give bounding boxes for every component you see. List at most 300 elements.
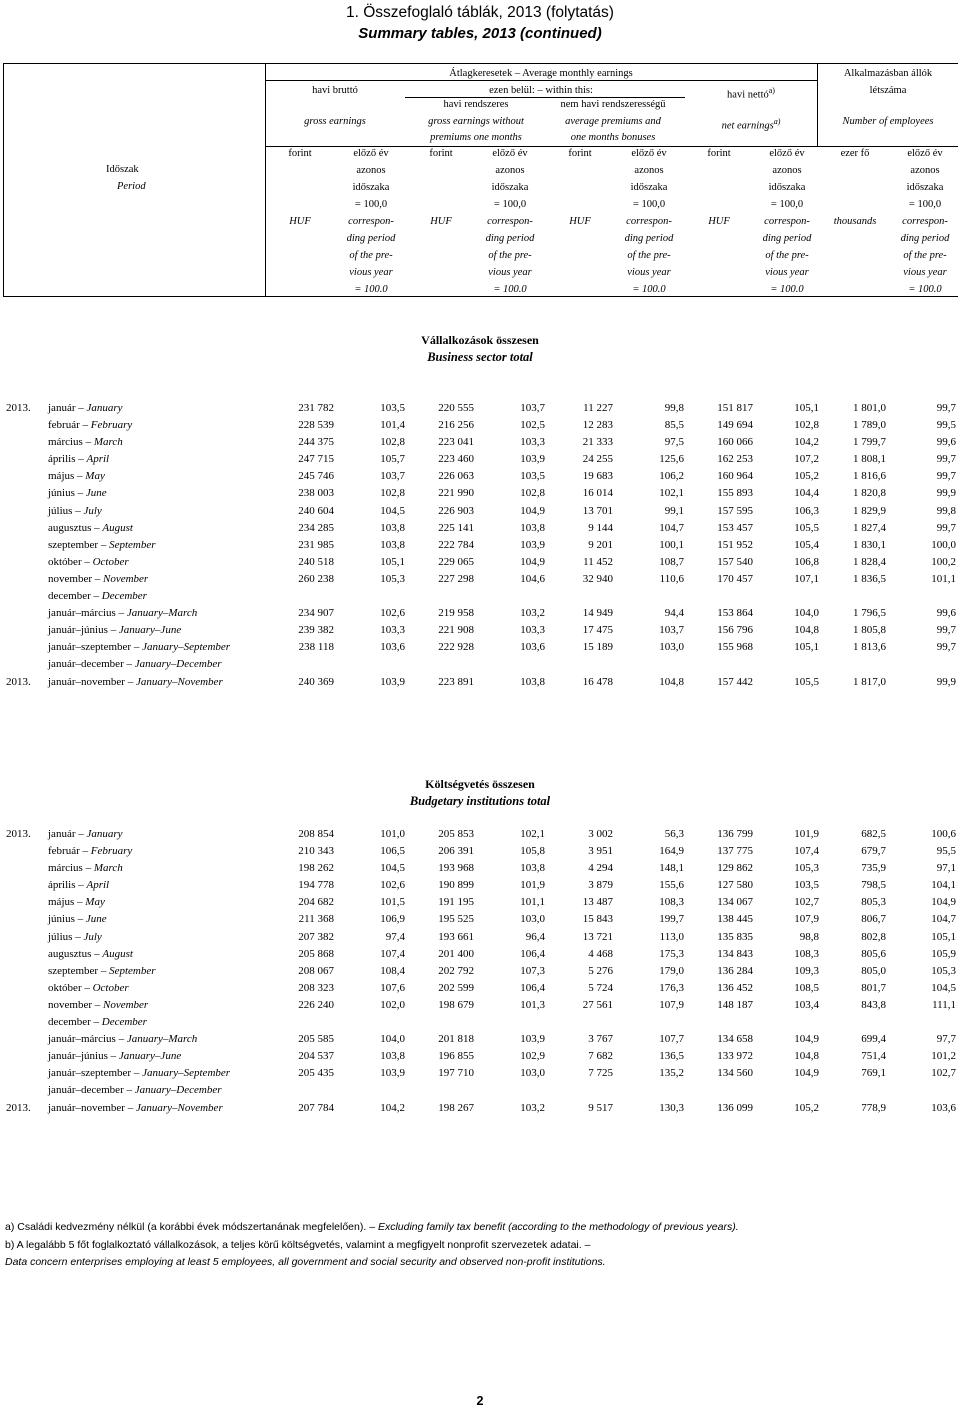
cell-value: 99,6 — [936, 436, 956, 449]
row-label-en: November — [102, 572, 149, 585]
row-label-hu: május — [48, 896, 75, 909]
cell-value: 95,5 — [936, 845, 956, 858]
cell-value: 1 816,6 — [853, 470, 886, 483]
cell-value: 9 517 — [588, 1101, 613, 1114]
footnote-b-en — [5, 1254, 955, 1272]
cell-value: 104,0 — [380, 1033, 405, 1046]
row-label — [48, 1050, 181, 1062]
header-avg-rule — [265, 80, 817, 81]
cell-value: 109,3 — [794, 964, 819, 977]
cell-value: 1 820,8 — [853, 487, 886, 500]
prev-en-0: correspon- — [902, 216, 948, 227]
row-label-hu: március — [48, 862, 83, 875]
cell-value: 14 949 — [582, 607, 613, 620]
cell-value: 160 066 — [717, 436, 753, 449]
row-label-separator: – — [74, 913, 86, 926]
cell-value: 682,5 — [861, 828, 886, 840]
cell-value: 157 540 — [717, 555, 753, 568]
row-label-separator: – — [115, 1033, 127, 1046]
cell-value: 107,4 — [794, 845, 819, 858]
cell-value: 107,2 — [794, 453, 819, 466]
cell-value: 100,1 — [659, 538, 684, 551]
row-label-en: December — [101, 1016, 147, 1029]
cell-value: 751,4 — [861, 1050, 886, 1063]
cell-value: 101,2 — [931, 1050, 956, 1063]
cell-value: 103,7 — [520, 402, 545, 414]
prev-hu-1: azonos — [356, 165, 386, 176]
cell-value: 102,5 — [520, 419, 545, 432]
row-label-hu: február — [48, 845, 80, 858]
row-label — [48, 913, 107, 925]
cell-value: 103,7 — [380, 470, 405, 483]
cell-value: 155 968 — [717, 641, 753, 654]
row-label-separator: – — [75, 879, 87, 892]
cell-value: 221 990 — [438, 487, 474, 500]
row-label — [48, 828, 123, 840]
net-hu-label — [727, 84, 775, 102]
footnote-b-hu: b) A legalább 5 főt foglalkoztató vállalkozások, a teljes körű költségvetés, valamint a megfigyelt nonprofit szervezetek adatai. – — [5, 1238, 591, 1251]
row-label — [48, 862, 123, 874]
row-label-en: January–September — [142, 1067, 231, 1080]
unit-forint-4: forint — [707, 148, 731, 159]
row-label-separator: – — [91, 521, 103, 534]
table-row — [0, 1100, 960, 1117]
cell-value: 104,5 — [931, 981, 956, 994]
cell-value: 104,4 — [794, 487, 819, 500]
cell-value: 136 099 — [717, 1101, 753, 1114]
cell-value: 129 862 — [717, 862, 753, 875]
prev-en-1: ding period — [485, 233, 535, 244]
row-label-hu: április — [48, 453, 76, 466]
prev-en-3: vious year — [349, 267, 393, 278]
cell-value: 3 879 — [588, 879, 613, 892]
cell-value: 1 829,9 — [853, 504, 886, 517]
section-title-hu: Vállalkozások összesen — [421, 333, 539, 347]
footnote-a-en: Excluding family tax benefit (according to the methodology of previous years). — [377, 1221, 739, 1233]
cell-value: 103,4 — [794, 998, 819, 1011]
prev-hu-3: = 100,0 — [354, 199, 388, 210]
row-label-en: January–December — [134, 1084, 222, 1097]
unit-huf-3: HUF — [569, 216, 591, 227]
prev-en-3: vious year — [765, 267, 809, 278]
cell-value: 156 796 — [717, 624, 753, 637]
row-label — [48, 402, 123, 414]
section-title-en: Business sector total — [427, 350, 533, 364]
cell-value: 226 903 — [438, 504, 474, 517]
prev-hu-1: azonos — [495, 165, 525, 176]
table-row — [0, 894, 960, 911]
row-label-hu: július — [48, 504, 73, 517]
cell-value: 107,7 — [659, 1033, 684, 1046]
cell-value: 13 487 — [582, 896, 613, 909]
cell-value: 102,8 — [520, 487, 545, 500]
row-label-en: November — [102, 998, 149, 1011]
cell-value: 103,5 — [380, 402, 405, 414]
row-label-hu: január–november — [48, 1101, 125, 1114]
cell-value: 103,2 — [520, 1101, 545, 1114]
cell-value: 155 893 — [717, 487, 753, 500]
row-label-en: January–September — [142, 641, 231, 654]
unit-forint-3: forint — [568, 148, 592, 159]
cell-value: 101,1 — [520, 896, 545, 909]
cell-value: 5 276 — [588, 964, 613, 977]
cell-value: 107,4 — [380, 947, 405, 960]
cell-value: 806,7 — [861, 913, 886, 926]
cell-value: 99,8 — [664, 402, 684, 414]
footnotes — [5, 1219, 955, 1272]
prev-hu-0: előző év — [631, 148, 667, 159]
prev-en-4: = 100.0 — [354, 284, 388, 295]
table-row — [0, 860, 960, 877]
prev-en-4: = 100.0 — [632, 284, 666, 295]
cell-value: 105,8 — [520, 845, 545, 858]
irregular-en-label-1: average premiums and — [565, 116, 661, 127]
cell-value: 4 294 — [588, 862, 613, 875]
cell-value: 151 817 — [717, 402, 753, 414]
cell-value: 1 830,1 — [853, 538, 886, 551]
cell-value: 97,4 — [385, 930, 405, 943]
cell-value: 137 775 — [717, 845, 753, 858]
cell-value: 105,7 — [380, 453, 405, 466]
row-label-hu: február — [48, 419, 80, 432]
cell-value: 97,5 — [664, 436, 684, 449]
cell-value: 1 827,4 — [853, 521, 886, 534]
cell-value: 101,9 — [520, 879, 545, 892]
cell-value: 103,9 — [380, 1067, 405, 1080]
cell-value: 234 285 — [298, 521, 334, 534]
cell-value: 99,7 — [936, 624, 956, 637]
cell-value: 193 661 — [438, 930, 474, 943]
cell-value: 193 968 — [438, 862, 474, 875]
cell-value: 3 767 — [588, 1033, 613, 1046]
cell-value: 207 382 — [298, 930, 334, 943]
cell-value: 798,5 — [861, 879, 886, 892]
table-row — [0, 400, 960, 417]
cell-value: 104,5 — [380, 862, 405, 875]
cell-value: 125,6 — [659, 453, 684, 466]
cell-value: 99,7 — [936, 641, 956, 654]
row-label-separator: – — [90, 590, 102, 603]
row-label-separator: – — [123, 1084, 135, 1097]
prev-hu-2: időszaka — [630, 182, 668, 193]
cell-value: 222 928 — [438, 641, 474, 654]
cell-value: 11 227 — [583, 402, 613, 414]
cell-value: 101,3 — [520, 998, 545, 1011]
prev-hu-0: előző év — [769, 148, 805, 159]
prev-en-4: = 100.0 — [908, 284, 942, 295]
cell-value: 231 985 — [298, 538, 334, 551]
cell-value: 1 799,7 — [853, 436, 886, 449]
footnote-a-hu: a) Családi kedvezmény nélkül (a korábbi évek módszertanának megfelelően). – — [5, 1221, 376, 1233]
prev-en-1: ding period — [762, 233, 812, 244]
cell-value: 104,7 — [931, 913, 956, 926]
employees-hu-label-2: létszáma — [869, 85, 907, 96]
cell-value: 107,3 — [520, 964, 545, 977]
cell-value: 3 951 — [588, 845, 613, 858]
cell-value: 843,8 — [861, 998, 886, 1011]
prev-en-3: vious year — [488, 267, 532, 278]
cell-value: 175,3 — [659, 947, 684, 960]
regular-en-label-2: premiums one months — [430, 132, 522, 143]
cell-value: 17 475 — [582, 624, 613, 637]
cell-value: 24 255 — [582, 453, 613, 466]
table-row — [0, 605, 960, 622]
row-label-hu: január–december — [48, 1084, 124, 1097]
row-label-separator: – — [81, 555, 93, 568]
cell-value: 102,1 — [659, 487, 684, 500]
cell-value: 234 907 — [298, 607, 334, 620]
cell-value: 240 369 — [298, 675, 334, 688]
prev-hu-1: azonos — [910, 165, 940, 176]
prev-en-0: correspon- — [348, 216, 394, 227]
row-label-hu: december — [48, 1016, 91, 1029]
net-en-label — [722, 115, 781, 133]
row-label — [48, 1016, 147, 1028]
prev-hu-0: előző év — [907, 148, 943, 159]
row-label-separator: – — [72, 504, 84, 517]
row-label — [48, 982, 129, 994]
header-bottom-rule — [3, 296, 958, 297]
table-row — [0, 929, 960, 946]
cell-value: 103,6 — [931, 1101, 956, 1114]
table-row — [0, 520, 960, 537]
cell-value: 801,7 — [861, 981, 886, 994]
row-label-hu: március — [48, 436, 83, 449]
employees-en-label: Number of employees — [842, 116, 934, 127]
row-label-separator: – — [91, 998, 103, 1011]
cell-value: 103,9 — [520, 538, 545, 551]
table-row — [0, 1048, 960, 1065]
cell-value: 106,2 — [659, 470, 684, 483]
row-label-hu: november — [48, 572, 92, 585]
cell-value: 103,9 — [520, 1033, 545, 1046]
cell-value: 3 002 — [588, 828, 613, 840]
row-label-en: March — [93, 862, 123, 875]
prev-en-1: ding period — [900, 233, 950, 244]
cell-value: 735,9 — [861, 862, 886, 875]
table-row — [0, 877, 960, 894]
cell-value: 102,8 — [380, 436, 405, 449]
cell-value: 104,2 — [794, 436, 819, 449]
row-label — [48, 896, 105, 908]
unit-thousands: thousands — [833, 216, 877, 227]
row-label-hu: január–december — [48, 658, 124, 671]
cell-value: 106,4 — [520, 947, 545, 960]
row-label — [48, 522, 133, 534]
cell-value: 101,4 — [380, 419, 405, 432]
cell-value: 103,8 — [520, 521, 545, 534]
gross-hu-label: havi bruttó — [312, 85, 358, 96]
cell-value: 102,6 — [380, 607, 405, 620]
employees-hu-label-1: Alkalmazásban állók — [843, 68, 933, 79]
row-label — [48, 948, 133, 960]
header-left-rule — [3, 63, 4, 297]
cell-value: 108,3 — [794, 947, 819, 960]
cell-value: 107,9 — [794, 913, 819, 926]
table-row — [0, 911, 960, 928]
cell-value: 103,6 — [520, 641, 545, 654]
prev-en-2: of the pre- — [349, 250, 393, 261]
prev-hu-0: előző év — [492, 148, 528, 159]
table-row — [0, 674, 960, 691]
cell-value: 176,3 — [659, 981, 684, 994]
row-label-hu: szeptember — [48, 964, 99, 977]
cell-value: 127 580 — [717, 879, 753, 892]
prev-hu-1: azonos — [772, 165, 802, 176]
row-label — [48, 419, 132, 431]
cell-value: 103,6 — [380, 641, 405, 654]
row-label-en: April — [86, 453, 110, 466]
row-year: 2013. — [6, 1101, 31, 1114]
cell-value: 102,9 — [520, 1050, 545, 1063]
cell-value: 111,1 — [932, 998, 956, 1011]
cell-value: 106,5 — [380, 845, 405, 858]
cell-value: 170 457 — [717, 572, 753, 585]
cell-value: 221 908 — [438, 624, 474, 637]
prev-hu-2: időszaka — [352, 182, 390, 193]
cell-value: 15 843 — [582, 913, 613, 926]
row-label-hu: augusztus — [48, 947, 92, 960]
row-label-hu: április — [48, 879, 76, 892]
row-label-separator: – — [72, 930, 84, 943]
table-row — [0, 451, 960, 468]
row-label-hu: január–november — [48, 675, 125, 688]
cell-value: 1 828,4 — [853, 555, 886, 568]
row-label-en: June — [85, 487, 107, 500]
cell-value: 99,8 — [936, 504, 956, 517]
cell-value: 201 400 — [438, 947, 474, 960]
cell-value: 99,5 — [936, 419, 956, 432]
cell-value: 222 784 — [438, 538, 474, 551]
cell-value: 12 283 — [582, 419, 613, 432]
row-label — [48, 573, 148, 585]
cell-value: 162 253 — [717, 453, 753, 466]
row-label-separator: – — [75, 828, 87, 840]
row-label-en: May — [85, 470, 105, 483]
cell-value: 134 067 — [717, 896, 753, 909]
row-label-separator: – — [131, 641, 143, 654]
row-label-en: August — [102, 521, 133, 534]
row-label-hu: január — [48, 828, 76, 840]
cell-value: 104,8 — [794, 624, 819, 637]
cell-value: 778,9 — [861, 1101, 886, 1114]
cell-value: 205 853 — [438, 828, 474, 840]
cell-value: 104,9 — [520, 555, 545, 568]
period-hu-label: Időszak — [106, 164, 139, 175]
cell-value: 164,9 — [659, 845, 684, 858]
row-label — [48, 607, 197, 619]
row-label-hu: szeptember — [48, 538, 99, 551]
cell-value: 105,1 — [931, 930, 956, 943]
cell-value: 9 201 — [588, 538, 613, 551]
cell-value: 160 964 — [717, 470, 753, 483]
prev-hu-3: = 100,0 — [632, 199, 666, 210]
row-label — [48, 470, 105, 482]
cell-value: 103,3 — [380, 624, 405, 637]
cell-value: 135,2 — [659, 1067, 684, 1080]
regular-hu-label: havi rendszeres — [443, 99, 509, 110]
avg-earnings-label: Átlagkeresetek – Average monthly earnings — [449, 68, 633, 79]
row-label-hu: július — [48, 930, 73, 943]
table-row — [0, 1065, 960, 1082]
cell-value: 239 382 — [298, 624, 334, 637]
row-label-en: August — [102, 947, 133, 960]
cell-value: 19 683 — [582, 470, 613, 483]
cell-value: 104,8 — [794, 1050, 819, 1063]
row-label-separator: – — [75, 402, 87, 414]
prev-en-2: of the pre- — [488, 250, 532, 261]
cell-value: 206 391 — [438, 845, 474, 858]
cell-value: 7 725 — [588, 1067, 613, 1080]
cell-value: 103,2 — [520, 607, 545, 620]
cell-value: 97,7 — [936, 1033, 956, 1046]
cell-value: 103,8 — [380, 538, 405, 551]
row-label-hu: június — [48, 487, 75, 500]
cell-value: 104,6 — [520, 572, 545, 585]
cell-value: 228 539 — [298, 419, 334, 432]
cell-value: 802,8 — [861, 930, 886, 943]
header-period-rule — [265, 63, 266, 297]
row-label — [48, 999, 148, 1011]
cell-value: 94,4 — [664, 607, 684, 620]
cell-value: 207 784 — [298, 1101, 334, 1114]
cell-value: 1 805,8 — [853, 624, 886, 637]
cell-value: 130,3 — [659, 1101, 684, 1114]
row-label-separator: – — [79, 845, 91, 858]
cell-value: 99,7 — [936, 521, 956, 534]
cell-value: 105,3 — [931, 964, 956, 977]
cell-value: 104,8 — [659, 675, 684, 688]
row-label — [48, 505, 102, 517]
cell-value: 100,0 — [931, 538, 956, 551]
table-row — [0, 417, 960, 434]
cell-value: 220 555 — [438, 402, 474, 414]
cell-value: 32 940 — [582, 572, 613, 585]
cell-value: 226 063 — [438, 470, 474, 483]
table-row — [0, 656, 960, 673]
table-row — [0, 485, 960, 502]
row-label — [48, 879, 109, 891]
cell-value: 134 560 — [717, 1067, 753, 1080]
budgetary-rows — [0, 826, 960, 1117]
cell-value: 15 189 — [582, 641, 613, 654]
cell-value: 105,4 — [794, 538, 819, 551]
cell-value: 102,8 — [380, 487, 405, 500]
prev-en-4: = 100.0 — [770, 284, 804, 295]
cell-value: 699,4 — [861, 1033, 886, 1046]
row-label-en: September — [109, 964, 156, 977]
cell-value: 238 003 — [298, 487, 334, 500]
cell-value: 138 445 — [717, 913, 753, 926]
row-label — [48, 539, 156, 551]
cell-value: 208 067 — [298, 964, 334, 977]
row-label-separator: – — [79, 419, 91, 432]
cell-value: 101,5 — [380, 896, 405, 909]
table-row — [0, 980, 960, 997]
cell-value: 208 323 — [298, 981, 334, 994]
header-top-rule — [3, 63, 958, 64]
row-label-en: July — [83, 504, 102, 517]
row-label-en: April — [86, 879, 110, 892]
cell-value: 97,1 — [936, 862, 956, 875]
row-label-separator: – — [81, 981, 93, 994]
row-label-separator: – — [90, 1016, 102, 1029]
cell-value: 103,3 — [520, 436, 545, 449]
cell-value: 104,9 — [520, 504, 545, 517]
cell-value: 99,7 — [936, 453, 956, 466]
prev-en-0: correspon- — [626, 216, 672, 227]
cell-value: 5 724 — [588, 981, 613, 994]
